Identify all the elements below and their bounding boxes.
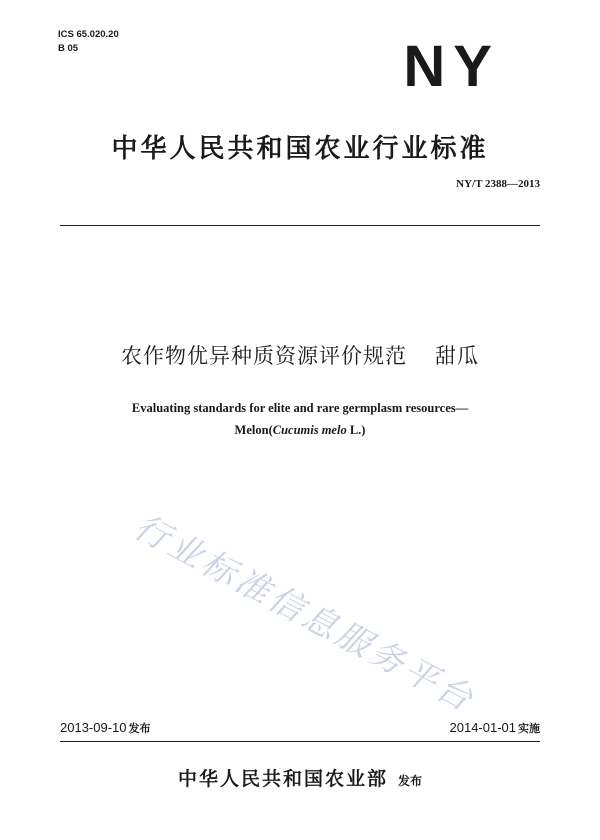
ccs-code: B 05	[58, 43, 79, 54]
ny-logo: NY	[403, 34, 500, 99]
english-title-line1: Evaluating standards for elite and rare germplasm resources—	[131, 401, 469, 415]
issuer	[0, 764, 600, 791]
implementation-date	[450, 720, 541, 736]
latin-name: Cucumis melo	[272, 423, 347, 437]
issuer-name: 中华人民共和国农业部	[177, 768, 388, 790]
chinese-title-main: 农作物优异种质资源评价规范	[121, 344, 407, 368]
chinese-title	[0, 340, 600, 370]
standard-number: NY/T 2388—2013	[456, 178, 540, 190]
chinese-title-sub: 甜瓜	[435, 344, 479, 368]
english-title	[0, 397, 600, 441]
impl-date-value: 2014-01-01	[449, 720, 516, 735]
issuer-label: 发布	[398, 774, 423, 788]
watermark-text: 行业标准信息服务平台	[127, 507, 482, 721]
issue-date	[60, 720, 151, 736]
impl-date-label: 实施	[518, 723, 540, 735]
top-divider	[60, 225, 540, 226]
bottom-divider	[60, 741, 540, 742]
standard-category: 中华人民共和国农业行业标准	[111, 134, 489, 164]
classification-codes	[58, 28, 119, 56]
english-title-line2	[0, 419, 600, 441]
issue-date-label: 发布	[128, 723, 151, 735]
english-title-suffix: L.)	[346, 423, 366, 437]
ics-code: ICS 65.020.20	[58, 29, 119, 40]
english-title-prefix: Melon(	[234, 423, 273, 437]
issue-date-value: 2013-09-10	[60, 720, 127, 735]
